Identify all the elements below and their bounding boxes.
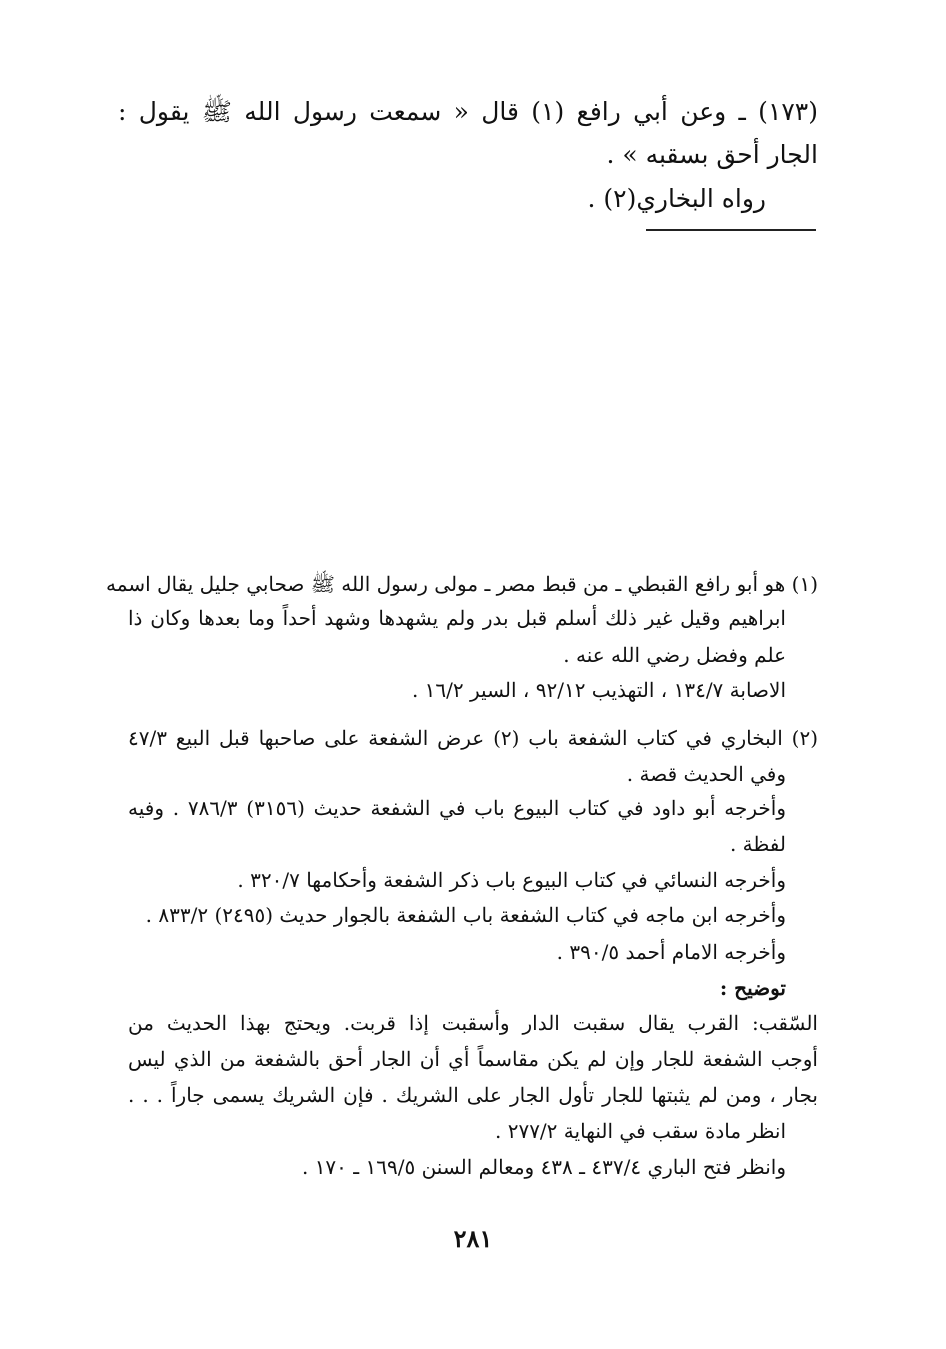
footnote-separator <box>646 229 816 231</box>
footnote-2-line-6: وأخرجه ابن ماجه في كتاب الشفعة باب الشفعة بالجوار حديث (٢٤٩٥) ٨٣٣/٢ . <box>145 903 786 927</box>
hadith-line-2: الجار أحق بسقبه » . <box>606 140 818 169</box>
footnote-2-line-5: وأخرجه النسائي في كتاب البيوع باب ذكر الشفعة وأحكامها ٣٢٠/٧ . <box>237 868 786 892</box>
footnote-2-line-7: وأخرجه الامام أحمد ٣٩٠/٥ . <box>556 940 786 964</box>
footnote-1-line-2: ابراهيم وقيل غير ذلك أسلم قبل بدر ولم يشهدها وشهد أحداً وما بعدها وكان ذا <box>128 606 786 630</box>
explanation-line-4: انظر مادة سقب في النهاية ٢٧٧/٢ . <box>494 1119 786 1143</box>
footnote-1-line-4: الاصابة ١٣٤/٧ ، التهذيب ٩٢/١٢ ، السير ١٦/٢ . <box>411 678 786 702</box>
footnote-2-line-3: وأخرجه أبو داود في كتاب البيوع باب في الشفعة حديث (٣١٥٦) ٧٨٦/٣ . وفيه <box>128 796 786 820</box>
footnote-2-line-1: (٢) البخاري في كتاب الشفعة باب (٢) عرض الشفعة على صاحبها قبل البيع ٤٧/٣ <box>128 726 818 750</box>
footnote-1-line-3: علم وفضل رضي الله عنه . <box>563 643 786 667</box>
explanation-heading: توضيح : <box>719 976 786 1000</box>
footnote-2-line-4: لفظة . <box>729 832 786 856</box>
hadith-source-line: رواه البخاري(٢) . <box>587 184 766 213</box>
explanation-line-2: أوجب الشفعة للجار وإن لم يكن مقاسماً أي أن الجار أحق بالشفعة من الذي ليس <box>128 1047 818 1071</box>
explanation-line-5: وانظر فتح الباري ٤٣٧/٤ ـ ٤٣٨ ومعالم السنن ١٦٩/٥ ـ ١٧٠ . <box>301 1155 786 1179</box>
page-number: ٢٨١ <box>453 1224 493 1253</box>
footnote-1-line-1: (١) هو أبو رافع القبطي ـ من قبط مصر ـ مولى رسول الله ﷺ صحابي جليل يقال اسمه <box>106 572 818 596</box>
footnote-2-line-2: وفي الحديث قصة . <box>626 762 786 786</box>
explanation-line-3: بجار ، ومن لم يثبتها للجار تأول الجار على الشريك . فإن الشريك يسمى جاراً . . . <box>128 1083 818 1107</box>
hadith-line-1: (١٧٣) ـ وعن أبي رافع (١) قال « سمعت رسول الله ﷺ يقول : <box>118 97 818 126</box>
explanation-line-1: السّقب: القرب يقال سقبت الدار وأسقبت إذا قربت. ويحتج بهذا الحديث من <box>128 1011 818 1035</box>
